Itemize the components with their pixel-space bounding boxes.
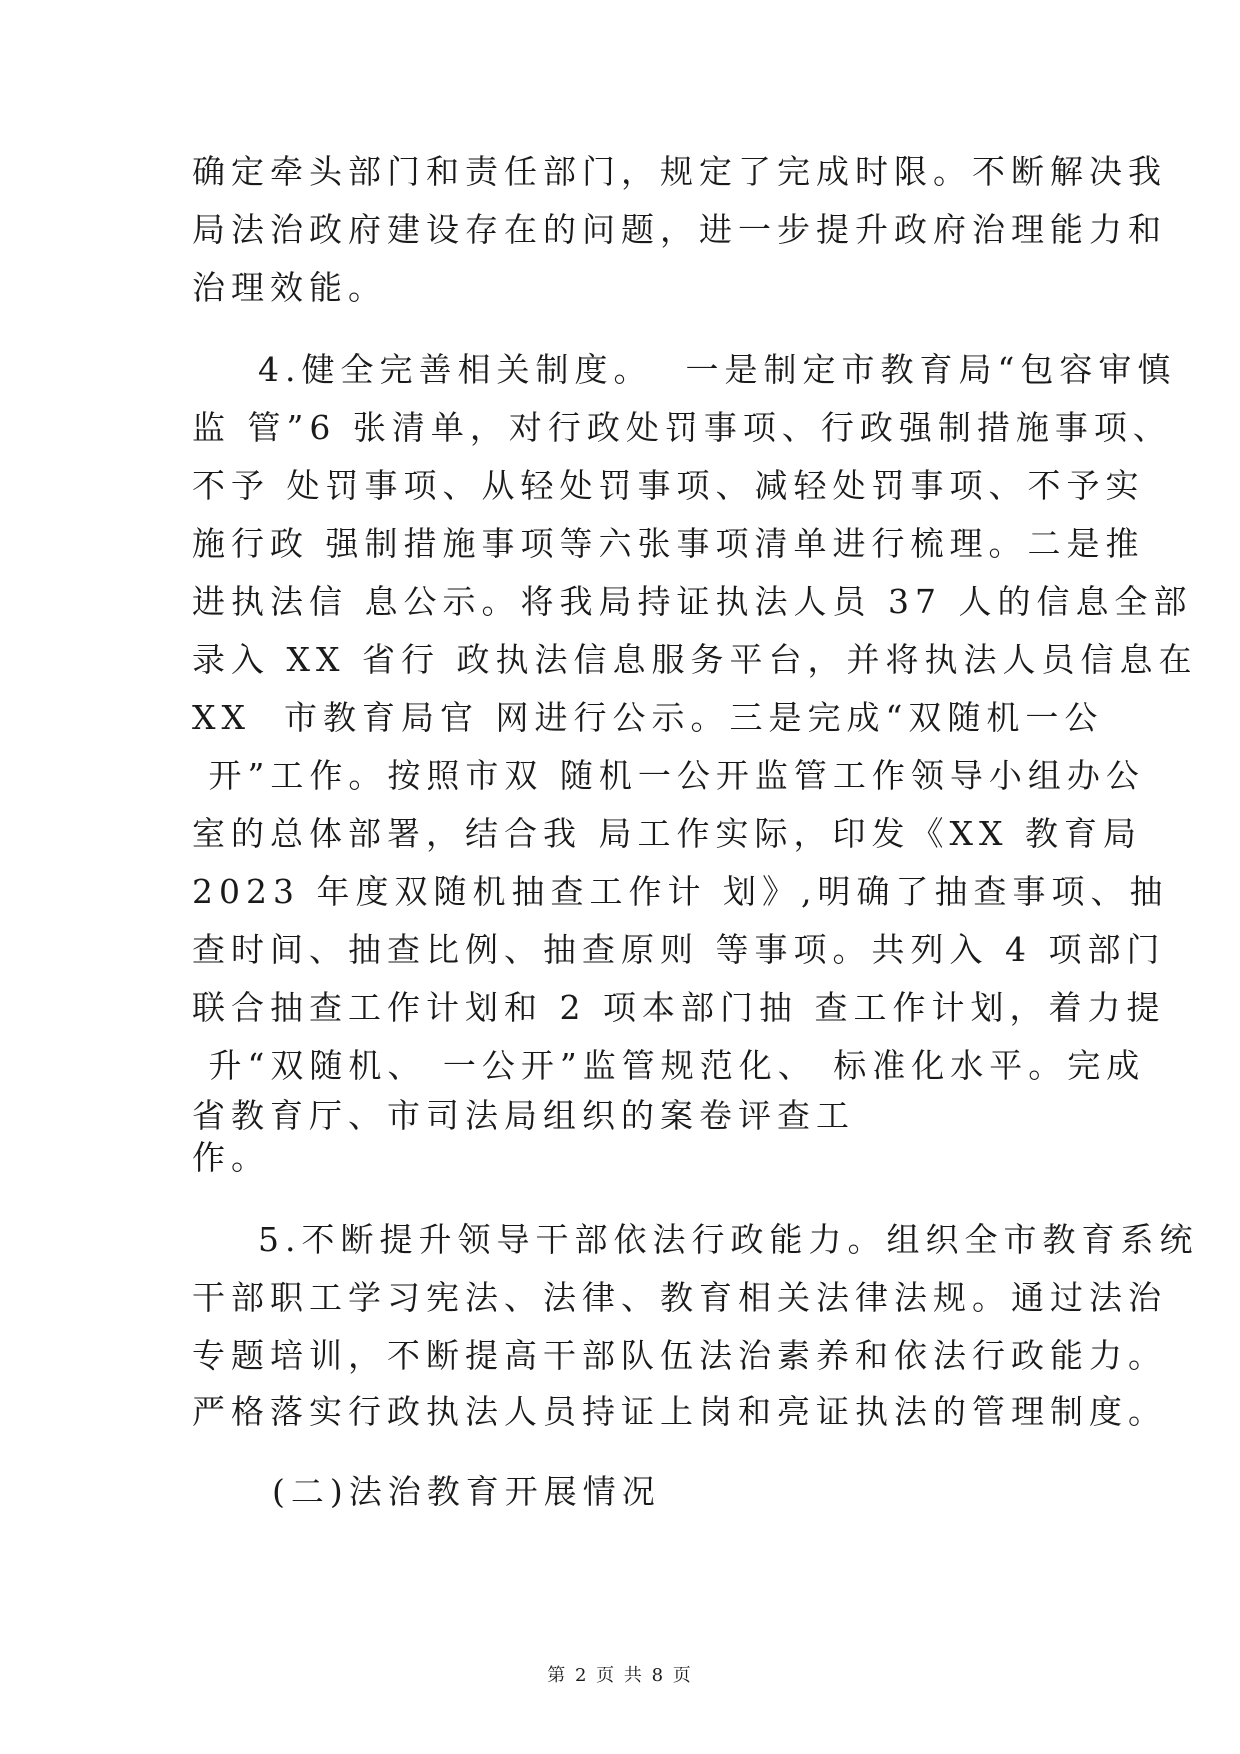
text-line: 局法治政府建设存在的问题，进一步提升政府治理能力和: [192, 210, 1167, 249]
text-line: 专题培训，不断提高干部队伍法治素养和依法行政能力。: [192, 1336, 1167, 1375]
text-line: 不予 处罚事项、从轻处罚事项、减轻处罚事项、不予实: [192, 466, 1145, 505]
text-line: 作。: [192, 1138, 270, 1177]
text-line: 开”工作。按照市双 随机一公开监管工作领导小组办公: [192, 756, 1145, 795]
text-line: 治理效能。: [192, 268, 387, 307]
text-line: 省教育厅、市司法局组织的案卷评查工: [192, 1096, 855, 1135]
text-line: 室的总体部署，结合我 局工作实际，印发《XX 教育局: [192, 814, 1142, 853]
text-line: XX 市教育局官 网进行公示。三是完成“双随机一公: [192, 698, 1104, 737]
heading-text: (二)法治教育开展情况: [272, 1472, 661, 1511]
text-line: 升“双随机、 一公开”监管规范化、 标准化水平。完成: [192, 1046, 1146, 1085]
text-line: 4.健全完善相关制度。 一是制定市教育局“包容审慎: [258, 350, 1177, 389]
text-line: 确定牵头部门和责任部门，规定了完成时限。不断解决我: [192, 152, 1167, 191]
text-line: 监 管”6 张清单，对行政处罚事项、行政强制措施事项、: [192, 408, 1172, 447]
page-number-footer: 第 2 页 共 8 页: [547, 1665, 693, 1686]
text-line: 录入 XX 省行 政执法信息服务平台，并将执法人员信息在: [192, 640, 1198, 679]
text-line: 进执法信 息公示。将我局持证执法人员 37 人的信息全部: [192, 582, 1193, 621]
text-line: 施行政 强制措施事项等六张事项清单进行梳理。二是推: [192, 524, 1145, 563]
text-line: 2023 年度双随机抽查工作计 划》,明确了抽查事项、抽: [192, 872, 1169, 911]
text-line: 查时间、抽查比例、抽查原则 等事项。共列入 4 项部门: [192, 930, 1166, 969]
text-line: 5.不断提升领导干部依法行政能力。组织全市教育系统: [258, 1220, 1199, 1259]
text-line: 严格落实行政执法人员持证上岗和亮证执法的管理制度。: [192, 1392, 1167, 1431]
text-line: 联合抽查工作计划和 2 项本部门抽 查工作计划，着力提: [192, 988, 1166, 1027]
text-line: 干部职工学习宪法、法律、教育相关法律法规。通过法治: [192, 1278, 1167, 1317]
